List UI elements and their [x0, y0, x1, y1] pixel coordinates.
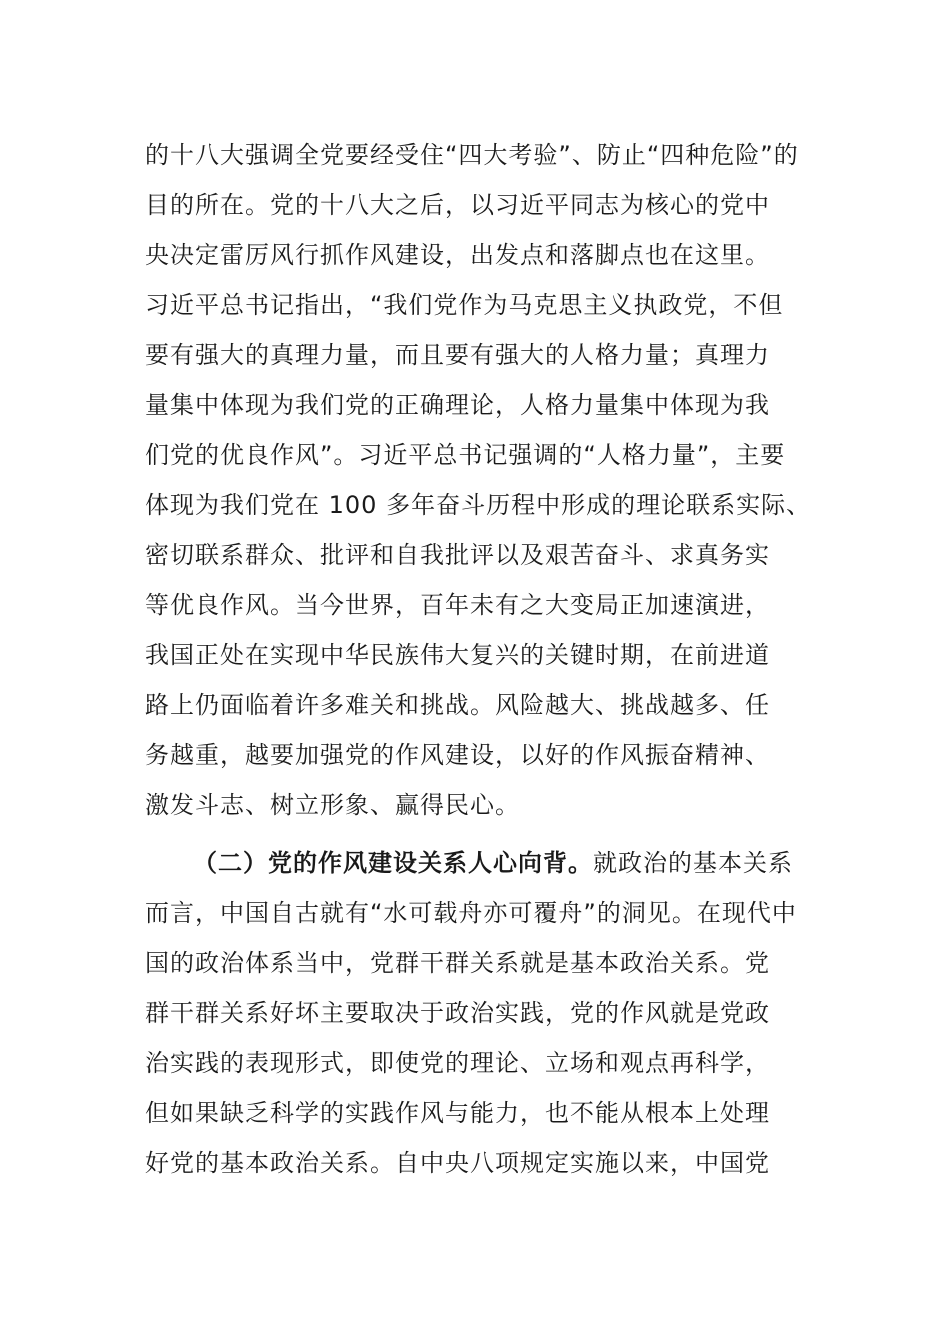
paragraph-1	[145, 130, 825, 830]
text-line: 的十八大强调全党要经受住“四大考验”、防止“四种危险”的	[145, 141, 799, 169]
text-line: 我国正处在实现中华民族伟大复兴的关键时期，在前进道	[145, 641, 770, 669]
text-line: 央决定雷厉风行抓作风建设，出发点和落脚点也在这里。	[145, 241, 770, 269]
text-line: 而言，中国自古就有“水可载舟亦可覆舟”的洞见。在现代中	[145, 899, 797, 927]
text-line: 务越重，越要加强党的作风建设，以好的作风振奋精神、	[145, 741, 770, 769]
text-line: 但如果缺乏科学的实践作风与能力，也不能从根本上处理	[145, 1099, 770, 1127]
text-line: 量集中体现为我们党的正确理论，人格力量集中体现为我	[145, 391, 770, 419]
text-line: 等优良作风。当今世界，百年未有之大变局正加速演进，	[145, 591, 770, 619]
text-line: 习近平总书记指出，“我们党作为马克思主义执政党，不但	[145, 291, 784, 319]
text-line: 好党的基本政治关系。自中央八项规定实施以来，中国党	[145, 1149, 770, 1177]
text-line: 治实践的表现形式，即使党的理论、立场和观点再科学，	[145, 1049, 770, 1077]
body-text	[145, 130, 825, 1188]
text-line: 目的所在。党的十八大之后，以习近平同志为核心的党中	[145, 191, 770, 219]
paragraph-first-line	[145, 838, 825, 888]
paragraph-2	[145, 838, 825, 1188]
section-heading: （二）党的作风建设关系人心向背。	[193, 849, 593, 877]
text-line: 国的政治体系当中，党群干群关系就是基本政治关系。党	[145, 949, 770, 977]
text-line: 群干群关系好坏主要取决于政治实践，党的作风就是党政	[145, 999, 770, 1027]
text-line: 密切联系群众、批评和自我批评以及艰苦奋斗、求真务实	[145, 541, 770, 569]
text-line: 路上仍面临着许多难关和挑战。风险越大、挑战越多、任	[145, 691, 770, 719]
text-line-rest: 就政治的基本关系	[593, 849, 793, 877]
text-line: 要有强大的真理力量，而且要有强大的人格力量；真理力	[145, 341, 770, 369]
text-line: 体现为我们党在 100 多年奋斗历程中形成的理论联系实际、	[145, 491, 812, 519]
text-line: 们党的优良作风”。习近平总书记强调的“人格力量”，主要	[145, 441, 786, 469]
text-line: 激发斗志、树立形象、赢得民心。	[145, 791, 520, 819]
